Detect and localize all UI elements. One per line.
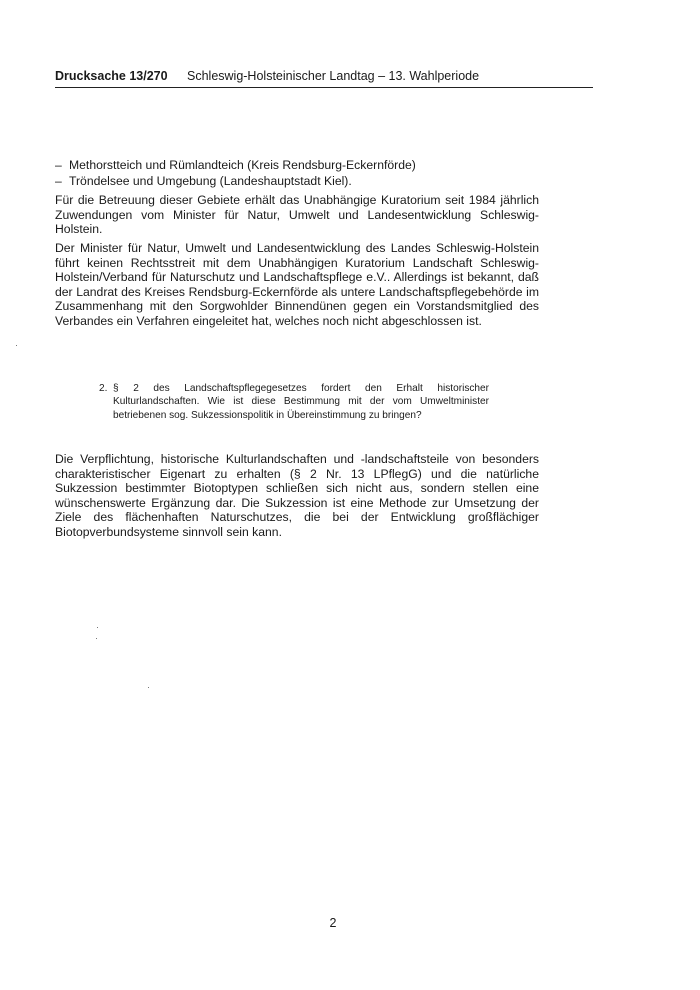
list-item (55, 174, 539, 190)
list-dash: – (55, 158, 62, 172)
paragraph-legal-dispute: Der Minister für Natur, Umwelt und Landesentwicklung des Landes Schleswig-Holstein führt keinen Rechtsstreit mit dem Unabhängigen Kuratorium Landschaft Schleswig-Holstein/Verband für Naturschutz und Landschaftspflege e.V.. Allerdings ist bekannt, daß der Landrat des Kreises Rendsburg-Eckernförde als untere Landschaftspflegebehörde im Zusammenhang mit den Sorgwohlder Binnendünen gegen ein Vorstandsmitglied des Verbandes ein Verfahren eingeleitet hat, welches noch nicht abgeschlossen ist. (55, 241, 539, 328)
list-item-text: Tröndelsee und Umgebung (Landeshauptstadt Kiel). (69, 173, 352, 188)
question-number: 2. (99, 383, 108, 394)
scan-speck (16, 345, 17, 346)
page-number: 2 (329, 916, 337, 930)
list-dash: – (55, 173, 62, 188)
paragraph-answer: Die Verpflichtung, historische Kulturlandschaften und -landschaftsteile von besonders charakteristischer Eigenart zu erhalten (§ 2 Nr. 13 LPflegG) und die natürliche Sukzession bestimmter Biotoptypen schließen sich nicht aus, sondern stellen eine wünschenswerte Ergänzung dar. Die Sukzession ist eine Methode zur Umsetzung der Ziele des flächenhaften Naturschutzes, die bei der Entwicklung großflächiger Biotopverbundsysteme sinnvoll sein kann. (55, 452, 539, 539)
scan-speck (97, 627, 98, 628)
question-text: § 2 des Landschaftspflegegesetzes fordert den Erhalt historischer Kulturlandschaften. Wie ist diese Bestimmung mit der vom Umweltminister betriebenen sog. Sukzessionspolitik in Übereinstimmung zu bringen? (113, 383, 489, 421)
scan-speck (96, 638, 97, 639)
location-list (55, 158, 539, 189)
list-item-text: Methorstteich und Rümlandteich (Kreis Rendsburg-Eckernförde) (69, 158, 416, 172)
scan-speck (148, 687, 149, 688)
document-number: Drucksache 13/270 (55, 69, 168, 83)
list-item (55, 158, 539, 174)
page-header (55, 67, 593, 88)
document-title: Schleswig-Holsteinischer Landtag – 13. Wahlperiode (187, 69, 480, 83)
paragraph-funding: Für die Betreuung dieser Gebiete erhält das Unabhängige Kuratorium seit 1984 jährlich Zuwendungen vom Minister für Natur, Umwelt und Landesentwicklung Schleswig-Holstein. (55, 193, 539, 237)
question-block (99, 382, 489, 422)
